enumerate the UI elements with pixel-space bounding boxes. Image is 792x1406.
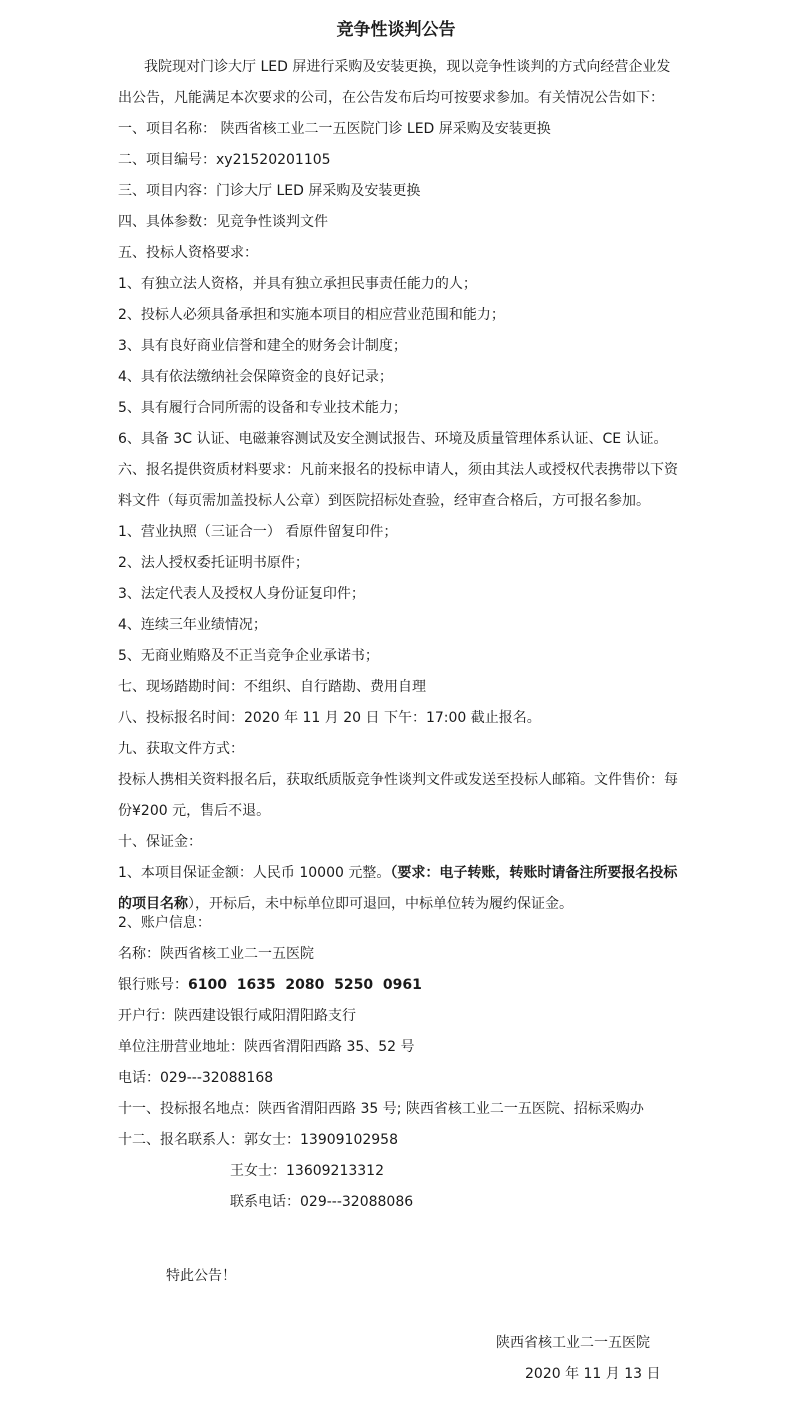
qualification-item: 2、投标人必须具备承担和实施本项目的相应营业范围和能力；	[118, 307, 505, 323]
document-item: 1、营业执照（三证合一） 看原件留复印件；	[118, 524, 398, 540]
document-item: 4、连续三年业绩情况；	[118, 617, 267, 633]
document-item: 2、法人授权委托证明书原件；	[118, 555, 309, 571]
deposit-refund-line	[118, 894, 573, 914]
contact-phone: 联系电话：029---32088086	[230, 1194, 414, 1210]
qualification-item: 1、有独立法人资格，并具有独立承担民事责任能力的人；	[118, 276, 477, 292]
registration-materials-line-1: 六、报名提供资质材料要求：凡前来报名的投标申请人，须由其法人或授权代表携带以下资	[118, 462, 678, 478]
contact-person: 十二、报名联系人：郭女士：13909102958	[118, 1132, 398, 1148]
bank-name: 开户行：陕西建设银行咸阳渭阳路支行	[118, 1008, 356, 1024]
signature-date: 2020 年 11 月 13 日	[525, 1366, 661, 1382]
qualification-item: 4、具有依法缴纳社会保障资金的良好记录；	[118, 369, 393, 385]
registered-address: 单位注册营业地址：陕西省渭阳西路 35、52 号	[118, 1039, 415, 1055]
bank-account-label: 银行账号：	[118, 977, 188, 993]
qualification-item: 3、具有良好商业信誉和建全的财务会计制度；	[118, 338, 407, 354]
signature-org: 陕西省核工业二一五医院	[496, 1335, 650, 1351]
registration-location: 十一、投标报名地点：陕西省渭阳西路 35 号; 陕西省核工业二一五医院、招标采购办	[118, 1101, 644, 1117]
contact-person-2: 王女士：13609213312	[230, 1163, 384, 1179]
qualification-item: 5、具有履行合同所需的设备和专业技术能力；	[118, 400, 407, 416]
account-info-heading: 2、账户信息：	[118, 915, 211, 931]
deposit-requirement-cont: 的项目名称	[118, 896, 188, 912]
document-method-line-1: 投标人携相关资料报名后，获取纸质版竞争性谈判文件或发送至投标人邮箱。文件售价：每	[118, 772, 678, 788]
qualification-heading: 五、投标人资格要求：	[118, 245, 258, 261]
phone: 电话：029---32088168	[118, 1070, 274, 1086]
project-content: 三、项目内容：门诊大厅 LED 屏采购及安装更换	[118, 183, 421, 199]
deposit-requirement: （要求：电子转账，转账时请备注所要报名投标	[390, 865, 678, 881]
registration-materials-line-2: 料文件（每页需加盖投标人公章）到医院招标处查验，经审查合格后，方可报名参加。	[118, 493, 650, 509]
bank-account-number: 6100 1635 2080 5250 0961	[188, 977, 422, 993]
specific-params: 四、具体参数：见竞争性谈判文件	[118, 214, 328, 230]
site-visit-time: 七、现场踏勘时间：不组织、自行踏勘、费用自理	[118, 679, 426, 695]
deposit-amount: 1、本项目保证金额：人民币 10000 元整。	[118, 865, 391, 881]
document-method-heading: 九、获取文件方式：	[118, 741, 244, 757]
project-name: 一、项目名称： 陕西省核工业二一五医院门诊 LED 屏采购及安装更换	[118, 121, 551, 137]
document-item: 3、法定代表人及授权人身份证复印件；	[118, 586, 365, 602]
project-number: 二、项目编号：xy21520201105	[118, 152, 331, 168]
deposit-heading: 十、保证金：	[118, 834, 202, 850]
closing-statement: 特此公告！	[166, 1268, 236, 1284]
document-item: 5、无商业贿赂及不正当竞争企业承诺书；	[118, 648, 379, 664]
account-name: 名称：陕西省核工业二一五医院	[118, 946, 314, 962]
qualification-item: 6、具备 3C 认证、电磁兼容测试及安全测试报告、环境及质量管理体系认证、CE 认证。	[118, 431, 668, 447]
document-method-line-2: 份¥200 元，售后不退。	[118, 803, 271, 819]
registration-time: 八、投标报名时间：2020 年 11 月 20 日 下午：17:00 截止报名。	[118, 710, 541, 726]
intro-line-1: 我院现对门诊大厅 LED 屏进行采购及安装更换，现以竞争性谈判的方式向经营企业发	[144, 59, 671, 75]
page-title: 竞争性谈判公告	[336, 20, 456, 40]
bank-account-line	[118, 975, 422, 995]
deposit-amount-line	[118, 863, 677, 883]
intro-line-2: 出公告，凡能满足本次要求的公司，在公告发布后均可按要求参加。有关情况公告如下：	[118, 90, 664, 106]
deposit-refund: ），开标后，未中标单位即可退回，中标单位转为履约保证金。	[188, 896, 573, 912]
